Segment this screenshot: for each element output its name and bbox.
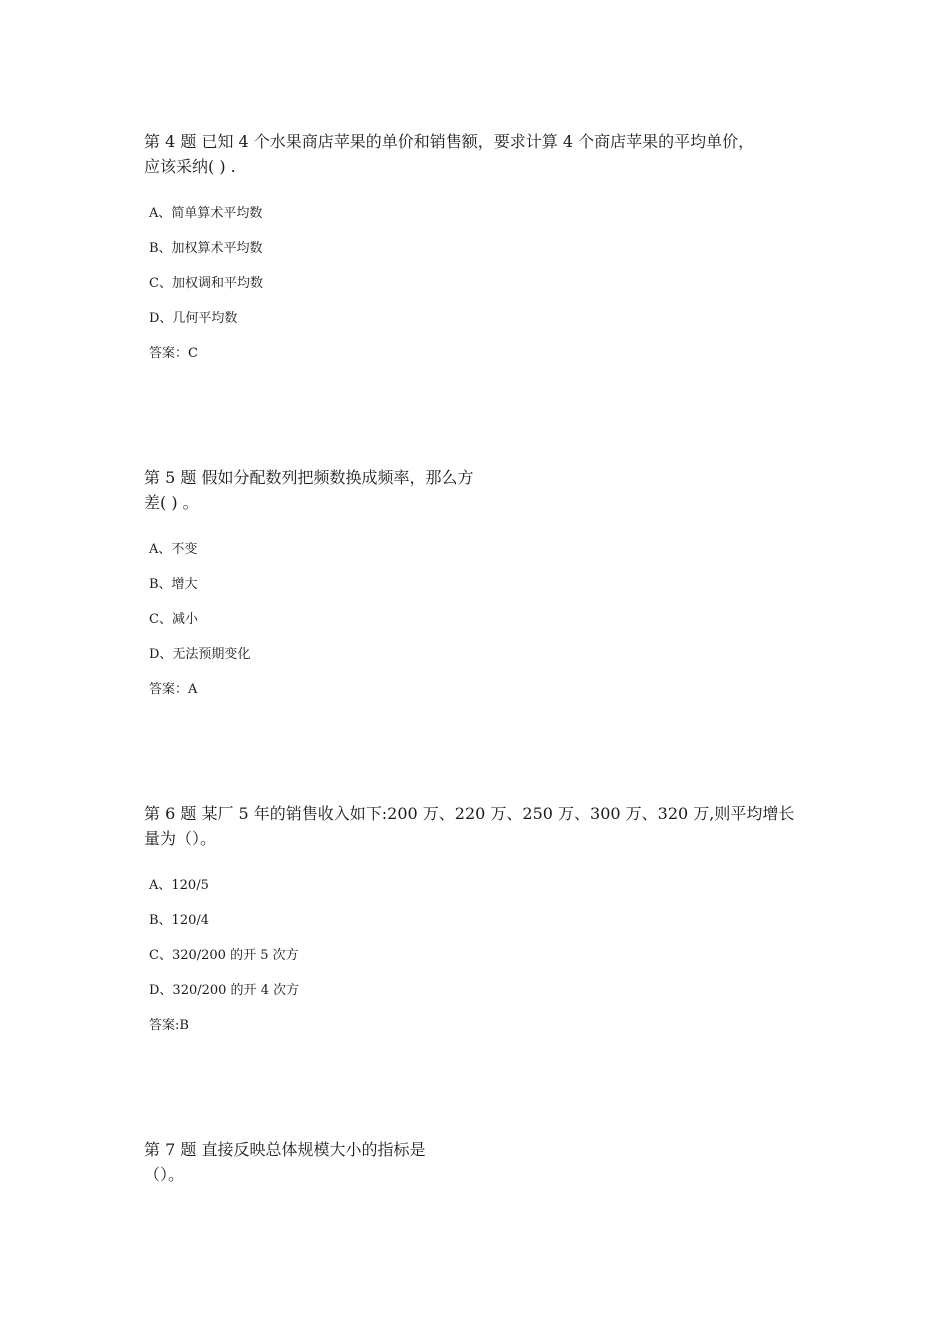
option-a: A、120/5 — [149, 878, 209, 893]
question-6 — [144, 801, 804, 1051]
option-c: C、减小 — [149, 612, 198, 627]
question-4 — [144, 129, 804, 379]
question-title-line: 应该采纳( ) . — [144, 157, 236, 176]
answer: 答案：C — [149, 346, 198, 361]
answer: 答案:B — [149, 1018, 189, 1033]
option-b: B、加权算术平均数 — [149, 241, 263, 256]
question-title-line: 量为（）。 — [144, 829, 217, 848]
options-list — [144, 540, 804, 715]
question-title — [144, 465, 804, 515]
options-list — [144, 204, 804, 379]
option-d: D、无法预期变化 — [149, 647, 251, 662]
option-a: A、不变 — [149, 542, 198, 557]
question-title — [144, 801, 804, 851]
option-a: A、简单算术平均数 — [149, 206, 263, 221]
answer: 答案：A — [149, 682, 198, 697]
question-7 — [144, 1137, 804, 1187]
option-c: C、320/200 的开 5 次方 — [149, 948, 299, 963]
question-title-line: 第 5 题 假如分配数列把频数换成频率，那么方 — [144, 468, 474, 487]
question-title-line: 差( ) 。 — [144, 493, 199, 512]
option-c: C、加权调和平均数 — [149, 276, 263, 291]
question-5 — [144, 465, 804, 715]
question-title-line: 第 4 题 已知 4 个水果商店苹果的单价和销售额，要求计算 4 个商店苹果的平均单价， — [144, 132, 755, 151]
option-d: D、320/200 的开 4 次方 — [149, 983, 300, 998]
option-b: B、增大 — [149, 577, 198, 592]
question-title — [144, 129, 804, 179]
option-b: B、120/4 — [149, 913, 210, 928]
question-title-line: 第 6 题 某厂 5 年的销售收入如下:200 万、220 万、250 万、300 万、320 万,则平均增长 — [144, 804, 795, 823]
question-title — [144, 1137, 804, 1187]
question-title-line: （）。 — [144, 1165, 185, 1184]
question-title-line: 第 7 题 直接反映总体规模大小的指标是 — [144, 1140, 426, 1159]
option-d: D、几何平均数 — [149, 311, 238, 326]
options-list — [144, 876, 804, 1051]
